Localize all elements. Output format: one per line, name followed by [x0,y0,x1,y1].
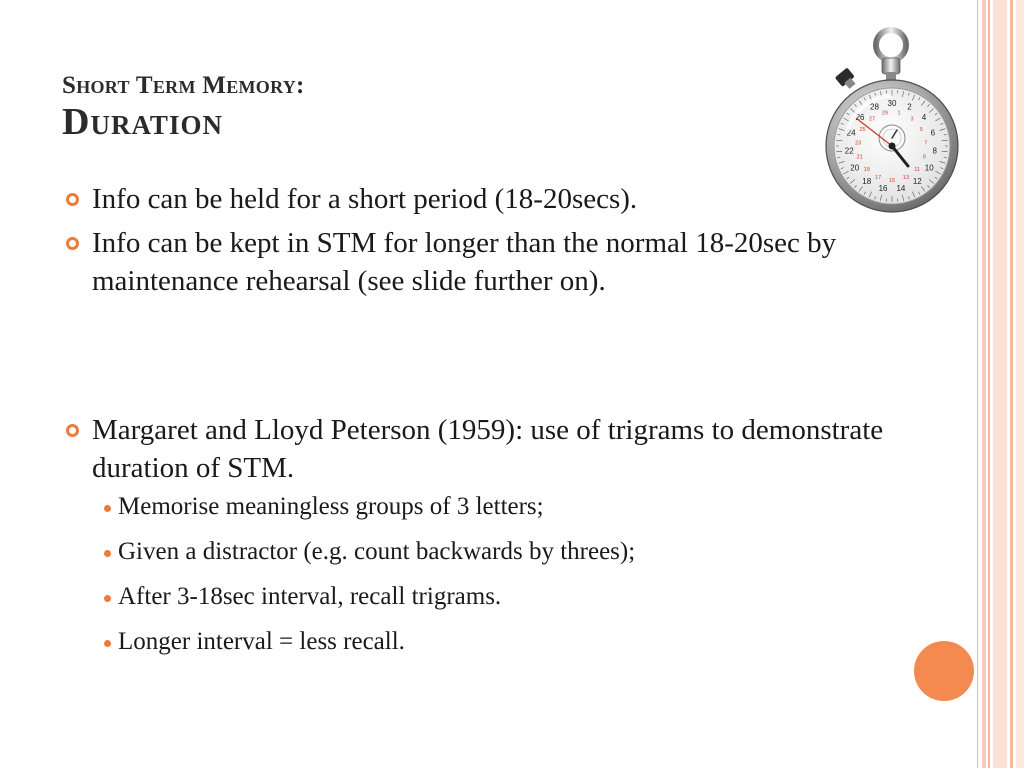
dial-number: 26 [855,113,865,123]
sub-bullet-text: After 3-18sec interval, recall trigrams. [118,583,502,610]
dial-number: 30 [887,99,897,108]
bullet-item [64,224,914,300]
decor-stripe [1010,0,1013,768]
stopwatch-ring [876,30,906,60]
dial-number: 28 [870,102,879,112]
dial-number: 19 [863,166,870,173]
dial-number: 29 [881,110,888,117]
sub-bullet-item [92,536,914,568]
bullet-dot-icon [104,550,111,557]
bullet-text: Info can be kept in STM for longer than the normal 18-20sec by maintenance rehearsal (see slide further on). [92,227,837,297]
bullet-list-top [64,180,914,306]
title-line-2: Duration [62,100,223,143]
dial-number: 21 [856,154,863,161]
sub-bullet-list [92,491,914,658]
dial-number: 14 [896,184,906,194]
dial-number: 23 [855,140,862,147]
dial-number: 11 [914,166,921,173]
bullet-dot-icon [104,505,111,512]
sub-bullet-text: Longer interval = less recall. [118,628,405,655]
decor-stripe [1016,0,1024,768]
dial-number: 16 [878,184,888,194]
dial-number: 4 [921,113,927,123]
dial-number: 1 [897,110,901,117]
bullet-text: Margaret and Lloyd Peterson (1959): use of trigrams to demonstrate duration of STM. [92,414,884,484]
decor-stripe [993,0,1007,768]
sub-bullet-text: Given a distractor (e.g. count backwards by threes); [118,538,636,565]
decor-stripe [977,0,978,768]
dial-number: 24 [846,128,856,138]
dial-number: 20 [850,163,860,173]
dial-number: 9 [922,154,926,161]
dial-number: 7 [924,140,928,147]
dial-number: 12 [912,176,922,186]
bullet-ring-icon [66,237,79,250]
dial-number: 13 [902,175,909,182]
dial-number: 27 [868,116,876,123]
title-line-1: Short Term Memory: [62,72,305,99]
bullet-list-bottom [64,411,914,671]
bullet-ring-icon [66,193,79,206]
bullet-text: Info can be held for a short period (18-20secs). [92,183,638,215]
dial-number: 18 [862,176,872,186]
dial-number: 2 [907,102,912,112]
bullet-dot-icon [104,640,111,647]
dial-number: 15 [888,178,896,184]
sub-bullet-item [92,626,914,658]
sub-bullet-item [92,491,914,523]
bullet-ring-icon [66,424,79,437]
dial-number: 3 [910,116,914,123]
slide-title [62,72,305,143]
decor-stripe [982,0,986,768]
bullet-item [64,411,914,658]
bullet-dot-icon [104,595,111,602]
sub-bullet-text: Memorise meaningless groups of 3 letters; [118,493,544,520]
dial-number: 25 [859,127,866,133]
decor-circle [914,641,974,701]
dial-number: 6 [930,128,936,138]
dial-number: 22 [844,146,854,156]
bullet-item [64,180,914,218]
dial-number: 10 [924,163,934,173]
decor-stripe [988,0,990,768]
dial-number: 8 [932,146,937,156]
dial-number: 17 [875,175,882,182]
sub-bullet-item [92,581,914,613]
dial-number: 5 [919,127,923,133]
